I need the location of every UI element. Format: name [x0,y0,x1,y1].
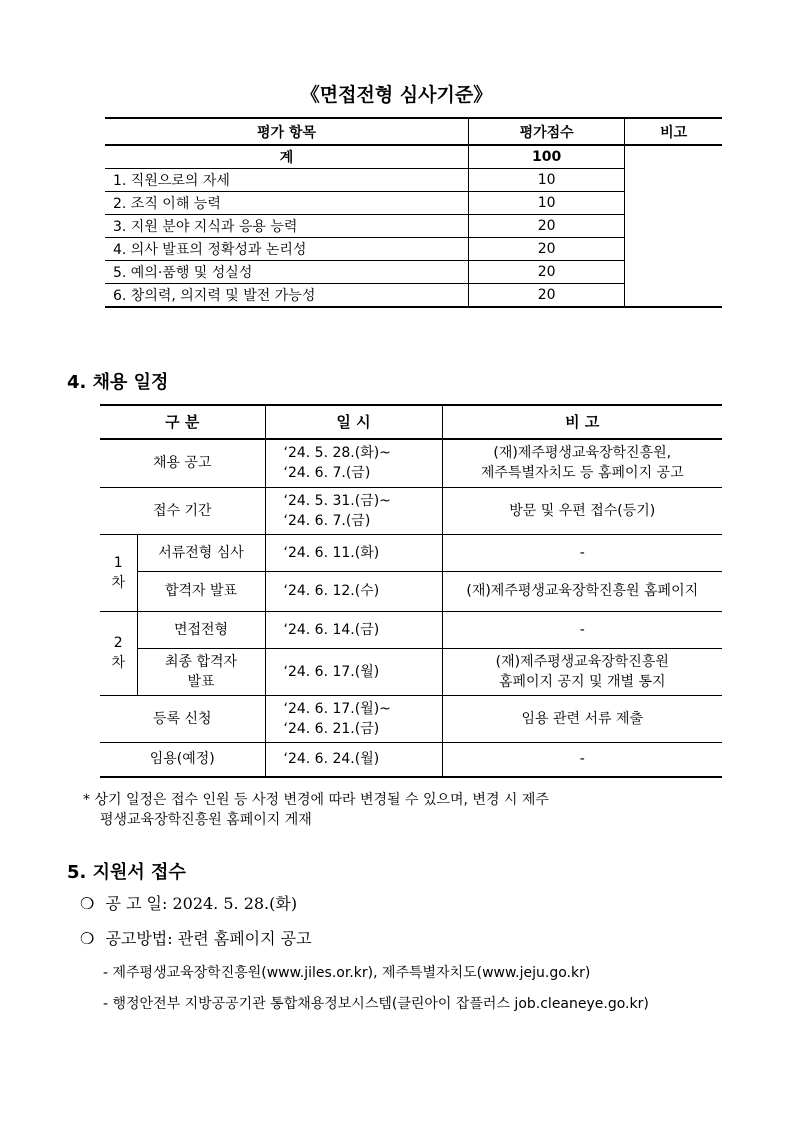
table-row [100,611,722,648]
schedule-note: (재)제주평생교육장학진흥원 홈페이지 공지 및 개별 통지 [442,648,722,695]
table-row [100,648,722,695]
application-heading: 5. 지원서 접수 [67,862,186,883]
criteria-score: 20 [469,284,625,308]
schedule-label: 등록 신청 [100,695,265,742]
schedule-table [100,404,722,778]
criteria-score: 20 [469,238,625,261]
criteria-item: 1. 직원으로의 자세 [105,169,469,192]
criteria-title: 《면접전형 심사기준》 [300,84,493,106]
schedule-header-note: 비 고 [442,405,722,439]
schedule-label: 최종 합격자 발표 [137,648,265,695]
announce-site-2: - 행정안전부 지방공공기관 통합채용정보시스템(클린아이 잡플러스 job.cleaneye.go.kr) [103,996,649,1012]
bullet-announce-method: ❍ 공고방법: 관련 홈페이지 공고 [80,929,312,948]
criteria-total-score: 100 [469,145,625,169]
table-row [100,695,722,742]
schedule-note: (재)제주평생교육장학진흥원, 제주특별자치도 등 홈페이지 공고 [442,439,722,487]
schedule-label: 접수 기간 [100,487,265,534]
schedule-label: 임용(예정) [100,742,265,777]
stage-label: 1 차 [100,534,137,611]
criteria-total-label: 계 [105,145,469,169]
schedule-date: ‘24. 6. 11.(화) [265,534,442,571]
schedule-note: 방문 및 우편 접수(등기) [442,487,722,534]
table-row [100,571,722,611]
schedule-heading: 4. 채용 일정 [67,372,169,393]
criteria-score: 20 [469,261,625,284]
schedule-date: ‘24. 6. 17.(월)~ ‘24. 6. 21.(금) [265,695,442,742]
schedule-date: ‘24. 6. 12.(수) [265,571,442,611]
table-row [100,534,722,571]
schedule-date: ‘24. 6. 17.(월) [265,648,442,695]
schedule-date: ‘24. 6. 24.(월) [265,742,442,777]
criteria-header-note: 비고 [625,118,722,145]
criteria-item: 6. 창의력, 의지력 및 발전 가능성 [105,284,469,308]
schedule-label: 면접전형 [137,611,265,648]
schedule-date: ‘24. 5. 31.(금)~ ‘24. 6. 7.(금) [265,487,442,534]
criteria-item: 4. 의사 발표의 정확성과 논리성 [105,238,469,261]
table-row [100,439,722,487]
schedule-note-text: * 상기 일정은 접수 인원 등 사정 변경에 따라 변경될 수 있으며, 변경 시 제주 평생교육장학진흥원 홈페이지 게재 [83,792,549,828]
criteria-header-item: 평가 항목 [105,118,469,145]
announce-site-1: - 제주평생교육장학진흥원(www.jiles.or.kr), 제주특별자치도(www.jeju.go.kr) [103,965,591,981]
schedule-label: 서류전형 심사 [137,534,265,571]
criteria-score: 20 [469,215,625,238]
schedule-header-category: 구 분 [100,405,265,439]
table-row [100,742,722,777]
bullet-icon: ❍ [80,894,95,913]
criteria-score: 10 [469,169,625,192]
schedule-label: 채용 공고 [100,439,265,487]
stage-label: 2 차 [100,611,137,695]
table-row [100,487,722,534]
criteria-note-cell [625,145,722,307]
schedule-label: 합격자 발표 [137,571,265,611]
criteria-table [105,117,722,308]
criteria-item: 2. 조직 이해 능력 [105,192,469,215]
schedule-header-date: 일 시 [265,405,442,439]
schedule-note: - [442,742,722,777]
schedule-note: (재)제주평생교육장학진흥원 홈페이지 [442,571,722,611]
schedule-note: - [442,611,722,648]
bullet-announce-date: ❍ 공 고 일: 2024. 5. 28.(화) [80,894,298,913]
schedule-date: ‘24. 5. 28.(화)~ ‘24. 6. 7.(금) [265,439,442,487]
schedule-note: 임용 관련 서류 제출 [442,695,722,742]
criteria-score: 10 [469,192,625,215]
criteria-item: 5. 예의·품행 및 성실성 [105,261,469,284]
bullet-icon: ❍ [80,929,95,948]
criteria-item: 3. 지원 분야 지식과 응용 능력 [105,215,469,238]
schedule-date: ‘24. 6. 14.(금) [265,611,442,648]
criteria-header-score: 평가점수 [469,118,625,145]
schedule-note: - [442,534,722,571]
